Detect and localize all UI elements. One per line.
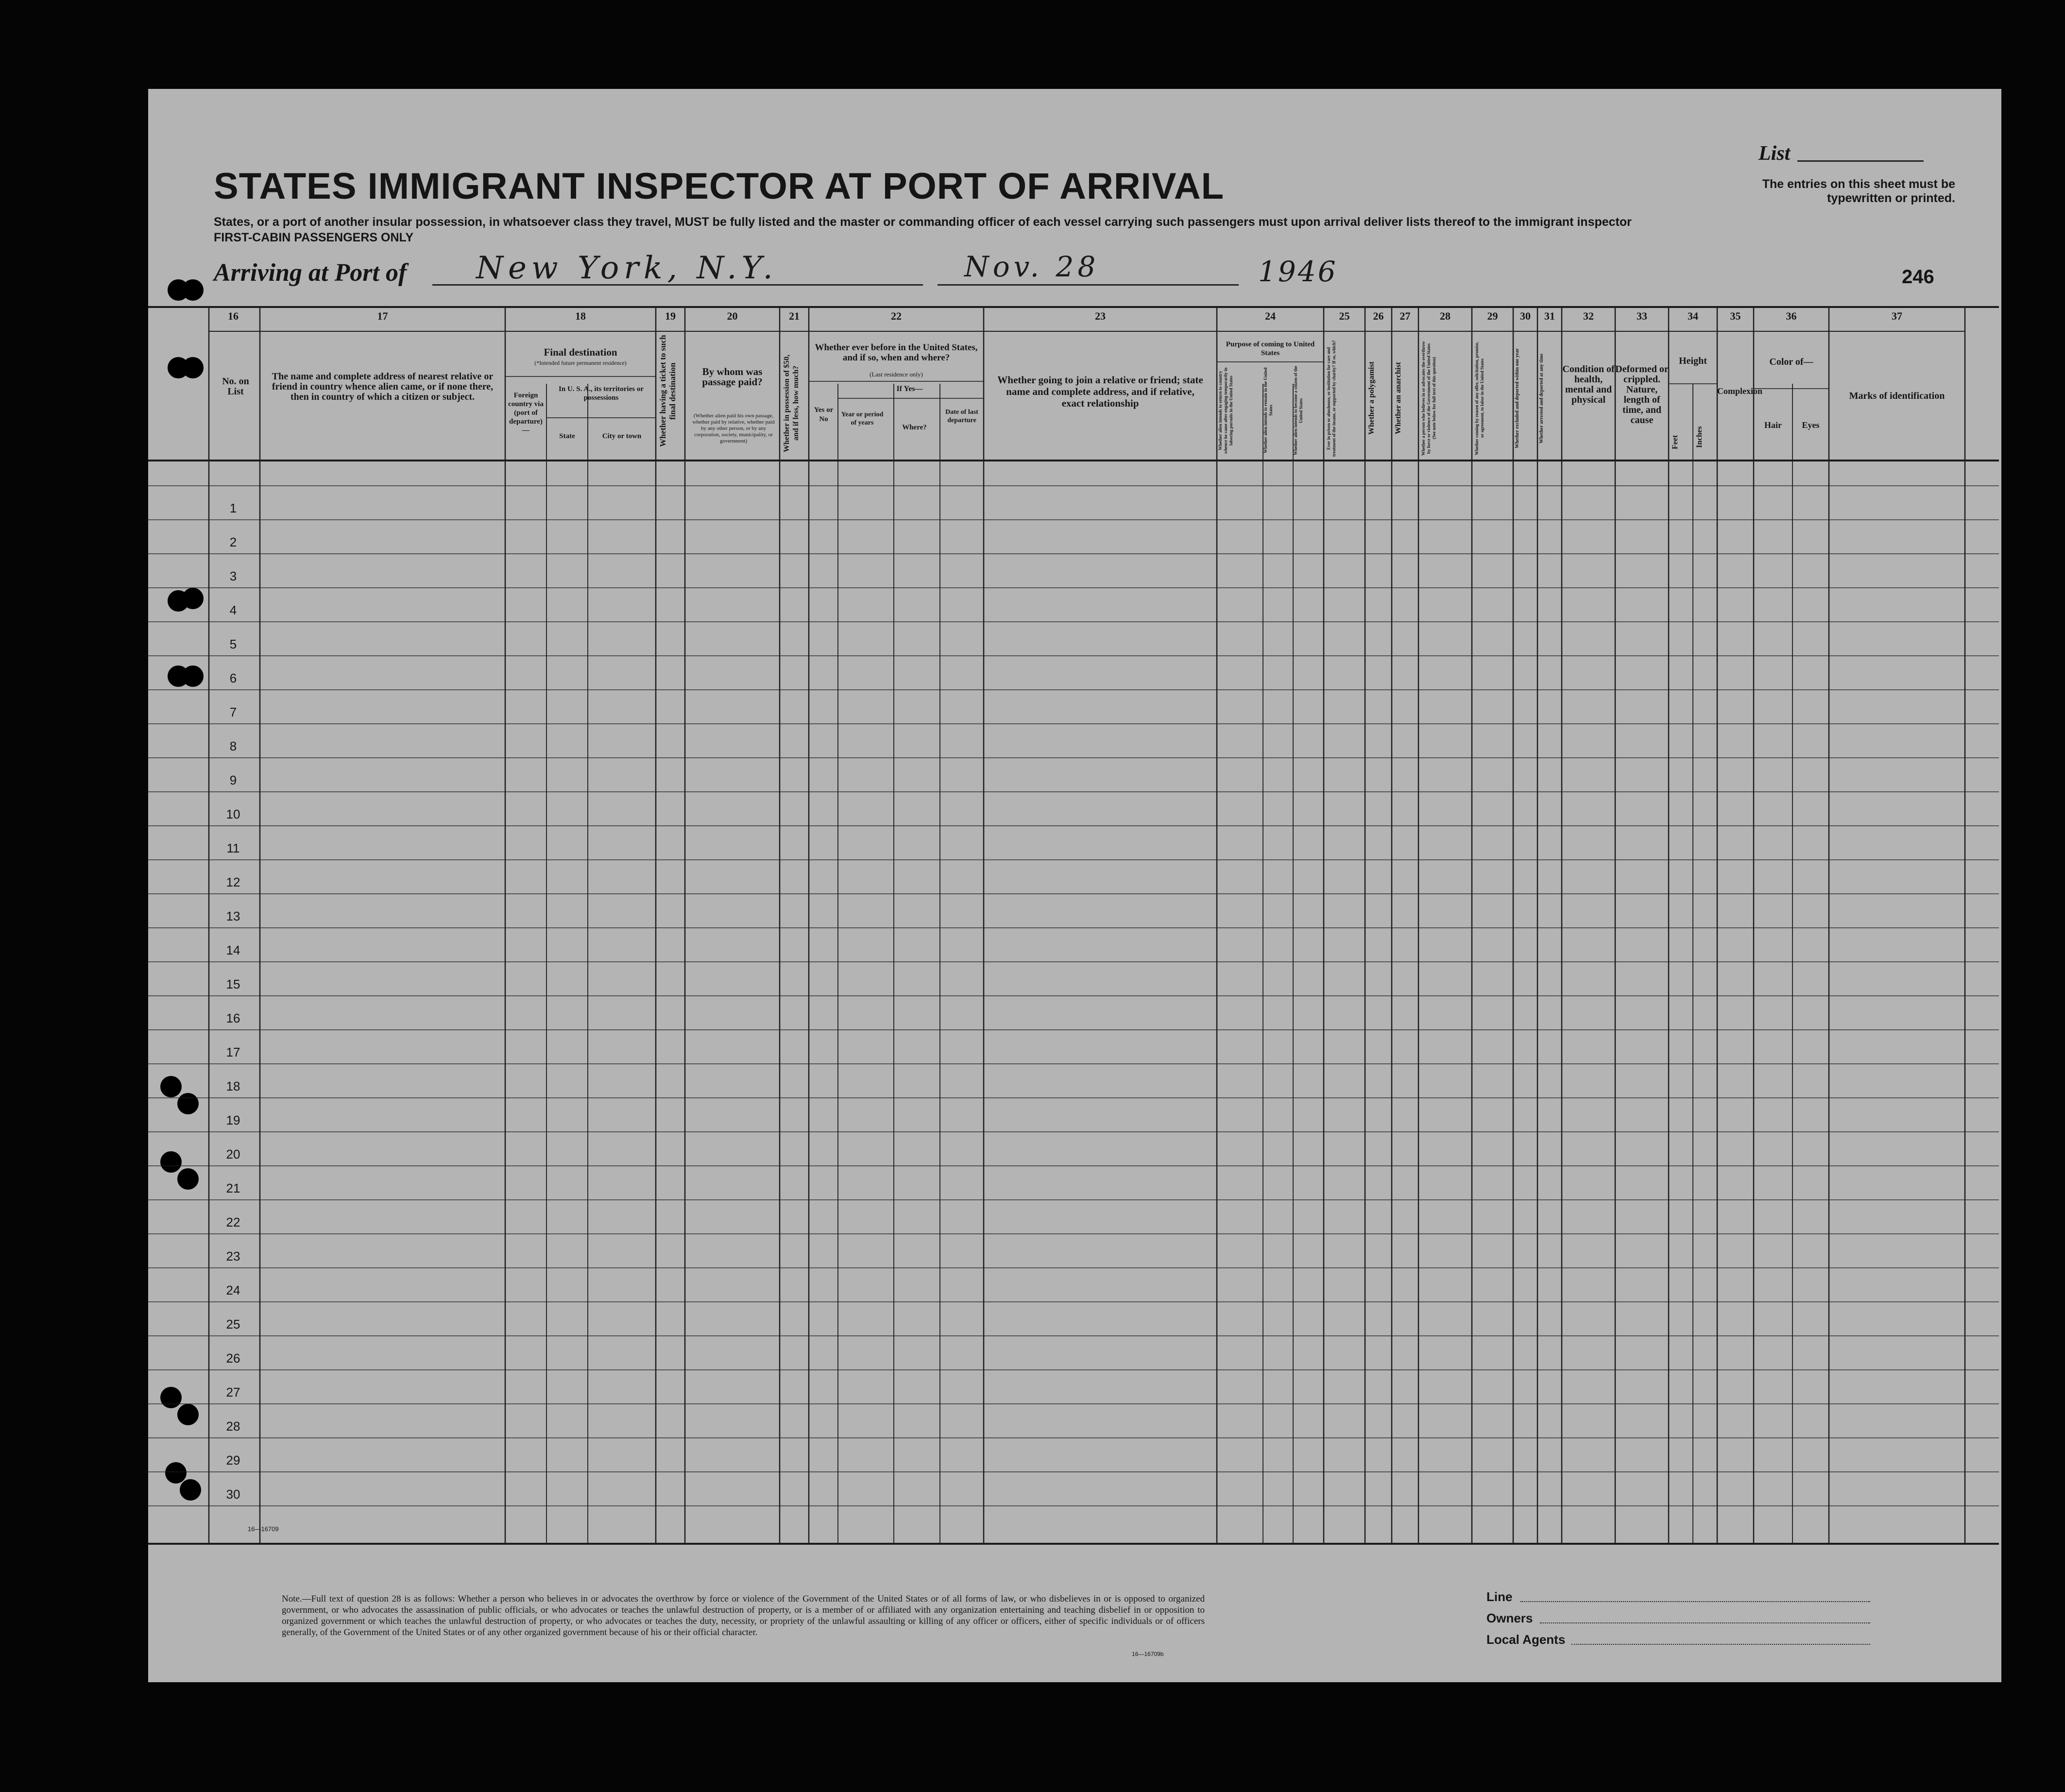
owners-label: Owners [1486, 1611, 1533, 1625]
form-number-b: 16—16709b [1132, 1651, 1164, 1657]
entries-note: The entries on this sheet must be typewritten or printed. [1762, 177, 1955, 205]
column-number: 28 [1440, 310, 1451, 322]
header-purpose-c: Whether alien intends to become a citizen of the United States [1293, 366, 1303, 455]
column-number: 37 [1892, 310, 1902, 322]
header-purpose: Purpose of coming to United States [1226, 341, 1315, 357]
header-q29: Whether coming by reason of any offer, solicitation, promise, or agreement, to labor in the United States [1474, 341, 1485, 455]
header-nearest-relative: The name and complete address of nearest relative or friend in country whence alien came, or if none there, then in country of which a citizen or subject. [272, 371, 494, 402]
row-number: 13 [226, 909, 240, 923]
column-number: 17 [377, 310, 388, 322]
row-number: 15 [226, 977, 240, 991]
row-number: 9 [229, 773, 237, 787]
header-if-yes: If Yes— [896, 385, 923, 393]
column-number: 22 [891, 310, 902, 322]
line-blank [1520, 1601, 1870, 1602]
header-deformed: Deformed or crippled. Nature, length of time, and cause [1615, 364, 1669, 426]
header-color-of: Color of— [1769, 357, 1813, 367]
header-no-on-list: No. on List [222, 376, 249, 397]
column-number: 30 [1520, 310, 1531, 322]
row-number: 27 [226, 1385, 240, 1399]
column-number: 36 [1786, 310, 1797, 322]
column-number: 18 [575, 310, 586, 322]
column-number: 25 [1339, 310, 1350, 322]
form-number: 16—16709 [248, 1525, 279, 1533]
row-number: 24 [226, 1283, 240, 1297]
header-by-whom-note: (Whether alien paid his own passage, whether paid by relative, whether paid by any other person, or by any corporation, society, municipality, or government) [692, 413, 775, 444]
footer-note: Note.—Full text of question 28 is as follows: Whether a person who believes in or advocates the overthrow by force or violence of the Government of the United States or of all forms of law, or who disbelieves in or is opposed to organized government, or who advocates the assassination of public officials, or who advocates or teaches the unlawful destruction of property, or is a member of or affiliated with any organization entertaining and teaching disbelief in or opposition to organized government or which teaches the unlawful destruction of property, or who advocates or teaches the duty, necessity, or propriety of the unlawful assaulting or killing of any officer or officers, either of specific individuals or of officers generally, of the Government of the United States or of any other organized government because of his or their official character. [282, 1594, 1205, 1638]
arriving-date: Nov. 28 [964, 250, 1100, 283]
arriving-year: 1946 [1258, 255, 1338, 288]
column-number: 27 [1399, 310, 1411, 322]
row-number: 7 [229, 705, 237, 719]
row-number: 1 [229, 501, 237, 515]
row-number: 19 [226, 1113, 240, 1127]
header-q30: Whether excluded and deported within one year [1515, 348, 1520, 448]
header-purpose-b: Whether alien intends to remain in the United States [1263, 367, 1273, 454]
header-ticket: Whether having a ticket to such final destination [658, 335, 677, 447]
header-final-destination-note: (*Intended future permanent residence) [534, 359, 627, 366]
header-yes-or-no: Yes or No [814, 406, 834, 423]
local-agents-label: Local Agents [1486, 1632, 1566, 1647]
header-height: Height [1679, 356, 1707, 366]
column-number: 26 [1373, 310, 1384, 322]
header-by-whom-paid: By whom was passage paid? [702, 366, 763, 388]
row-number: 23 [226, 1249, 240, 1263]
header-possession-50: Whether in possession of $50, and if less, how much? [783, 354, 800, 452]
row-number: 29 [226, 1453, 240, 1468]
passenger-class: FIRST-CABIN PASSENGERS ONLY [214, 231, 414, 244]
row-number: 16 [226, 1011, 240, 1025]
header-state: State [559, 432, 575, 440]
row-number: 10 [226, 807, 240, 821]
row-number: 22 [226, 1215, 240, 1229]
header-foreign-country: Foreign country via (port of departure)— [508, 392, 544, 434]
header-feet: Feet [1671, 435, 1679, 449]
row-number: 14 [226, 943, 240, 957]
sheet-number: 246 [1902, 266, 1934, 288]
column-number: 31 [1544, 310, 1555, 322]
row-number: 30 [226, 1487, 240, 1502]
column-number: 34 [1688, 310, 1698, 322]
header-in-usa: In U. S. A., its territories or possessions [559, 385, 644, 402]
header-inches: Inches [1695, 426, 1704, 448]
column-number: 35 [1730, 310, 1741, 322]
column-number: 16 [228, 310, 239, 322]
header-where: Where? [902, 424, 927, 431]
row-number: 6 [229, 671, 237, 685]
header-prison: Ever in prison or almshouse, or institution for care and treatment of the insane, or supported by charity? If so, which? [1326, 340, 1336, 457]
column-number: 19 [665, 310, 676, 322]
header-date-last-departure: Date of last departure [945, 409, 978, 424]
arriving-label: Arriving at Port of [214, 259, 407, 287]
row-number: 21 [226, 1181, 240, 1195]
line-label: Line [1486, 1589, 1513, 1604]
row-number: 3 [229, 569, 237, 583]
column-number: 33 [1637, 310, 1647, 322]
header-hair: Hair [1764, 420, 1782, 430]
row-number: 28 [226, 1419, 240, 1434]
header-final-destination: Final destination [544, 346, 617, 358]
row-number: 25 [226, 1317, 240, 1331]
column-number: 20 [727, 310, 738, 322]
row-number: 4 [229, 603, 237, 617]
column-number: 23 [1095, 310, 1106, 322]
header-purpose-a: Whether alien intends to return to country whence he came after engaging temporarily in laboring pursuits in the United States [1218, 367, 1233, 454]
header-year-or-period: Year or period of years [841, 411, 884, 427]
header-eyes: Eyes [1802, 420, 1820, 430]
header-complexion: Complexion [1717, 386, 1763, 396]
header-q31: Whether arrested and deported at any time [1539, 353, 1544, 444]
header-ever-before: Whether ever before in the United States, and if so, when and where? [815, 342, 978, 363]
row-number: 12 [226, 875, 240, 889]
header-anarchist: Whether an anarchist [1394, 362, 1402, 435]
column-number: 24 [1265, 310, 1276, 322]
owners-blank [1540, 1622, 1870, 1623]
column-number: 21 [789, 310, 800, 322]
list-label: List [1758, 142, 1791, 165]
arriving-port: New York, N.Y. [476, 250, 778, 286]
column-number: 29 [1487, 310, 1498, 322]
row-number: 11 [226, 841, 240, 855]
form-title: STATES IMMIGRANT INSPECTOR AT PORT OF ARRIVAL [214, 166, 1225, 207]
row-number: 2 [229, 535, 237, 549]
header-marks: Marks of identification [1849, 391, 1945, 401]
row-number: 26 [226, 1351, 240, 1365]
header-join-relative: Whether going to join a relative or friend; state name and complete address, and if relative, exact relationship [997, 374, 1203, 409]
header-last-residence: (Last residence only) [870, 371, 923, 378]
header-q28: Whether a person who believes in or advocates the overthrow by force or violence of the Government of the United States (See note below for full text of this question) [1421, 341, 1436, 456]
local-agents-blank [1571, 1644, 1870, 1645]
row-number: 17 [226, 1045, 240, 1059]
header-condition: Condition of health, mental and physical [1562, 364, 1615, 405]
column-number: 32 [1583, 310, 1594, 322]
row-number: 5 [229, 637, 237, 651]
header-city-or-town: City or town [602, 432, 642, 440]
header-polygamist: Whether a polygamist [1367, 361, 1376, 435]
row-number: 8 [229, 739, 237, 753]
row-number: 20 [226, 1147, 240, 1161]
form-subtitle: States, or a port of another insular possession, in whatsoever class they travel, MUST be fully listed and the master or commanding officer of each vessel carrying such passengers must upon arrival deliver lists thereof to the immigrant inspector [214, 215, 1632, 229]
row-number: 18 [226, 1079, 240, 1093]
